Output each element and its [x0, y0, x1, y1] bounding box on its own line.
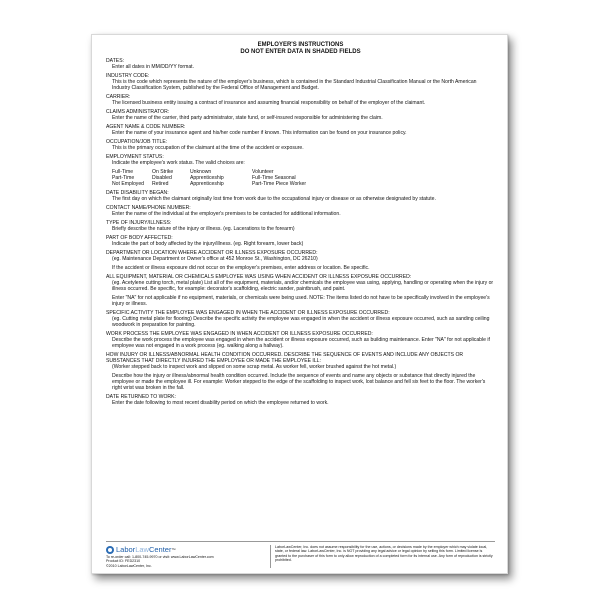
logo-word-labor: Labor: [116, 545, 136, 554]
section-heading: OCCUPATION/JOB TITLE:: [106, 139, 168, 145]
section-text: Enter the date following to most recent disability period on which the employee returned to work.: [112, 400, 329, 406]
section-text: The first day on which the claimant originally lost time from work due to the occupational injury or disease or as otherwise designated by statute.: [112, 196, 436, 202]
footer-left: [106, 545, 256, 568]
status-option: On Strike: [152, 169, 174, 175]
section-note: If the accident or illness exposure did not occur on the employer's premises, enter address or location. Be specific.: [112, 265, 370, 271]
section-heading: CLAIMS ADMINISTRATOR:: [106, 109, 170, 115]
section-heading: PART OF BODY AFFECTED:: [106, 235, 173, 241]
section-text: Indicate the part of body affected by the injury/illness. (eg. Right forearm, lower back): [112, 241, 304, 247]
instruction-section: [106, 124, 495, 136]
instruction-section: [106, 73, 495, 91]
section-text: (eg. Cutting metal plate for flooring) Describe the specific activity the employee was engaged in when the accident or illness exposure occurred, such as sanding ceiling woodwork in preparation for painting.: [112, 316, 490, 328]
reorder-line: To re-order call: 1-800-745-9970 or visit: www.LaborLawCenter.com: [106, 555, 214, 559]
status-option: Disabled: [152, 175, 172, 181]
instruction-section: [106, 190, 495, 202]
status-option: Apprenticeship: [190, 181, 224, 187]
instruction-section: [106, 310, 495, 328]
status-option: Part-Time Piece Worker: [252, 181, 307, 187]
section-text: Enter the name of the individual at the employer's premises to be contacted for additional information.: [112, 211, 341, 217]
logo-circle-icon: [106, 546, 114, 554]
section-text: This is the code which represents the nature of the employer's business, which is contained in the Standard Industrial Classification Manual or the North American Industry Classification System, published by the Federal Office of Management and Budget.: [112, 79, 477, 91]
section-heading: DATE RETURNED TO WORK:: [106, 394, 176, 400]
instruction-section: [106, 274, 495, 307]
section-heading: ALL EQUIPMENT, MATERIAL OR CHEMICALS EMPLOYEE WAS USING WHEN ACCIDENT OR ILLNESS EXPOSURE OCCURRED:: [106, 274, 412, 280]
section-heading: CONTACT NAME/PHONE NUMBER:: [106, 205, 191, 211]
section-text: Enter the name of your insurance agent and his/her code number if known. This information can be found on your insurance policy.: [112, 130, 407, 136]
section-heading: EMPLOYMENT STATUS:: [106, 154, 164, 160]
logo-word-law: Law: [135, 545, 149, 554]
instruction-section: [106, 139, 495, 151]
section-heading: INDUSTRY CODE:: [106, 73, 150, 79]
section-text: Describe the work process the employee was engaged in when the accident or illness exposure occurred, such as building maintenance. Enter "NA" for not applicable if employee was not engaged in a work process (eg. walking along a hallway).: [112, 337, 490, 349]
section-text: This is the primary occupation of the claimant at the time of the accident or exposure.: [112, 145, 304, 151]
section-note: Enter "NA" for not applicable if no equipment, materials, or chemicals were being used. NOTE: The items listed do not have to be specifically involved in the employee's injury or illness.: [112, 295, 490, 307]
status-option: Retired: [152, 181, 169, 187]
status-option: Apprenticeship: [190, 175, 224, 181]
laborlawcenter-logo: [106, 545, 256, 554]
section-heading: SPECIFIC ACTIVITY THE EMPLOYEE WAS ENGAGED IN WHEN THE ACCIDENT OR ILLNESS EXPOSURE OCCURRED:: [106, 310, 390, 316]
instructions-body: [106, 58, 495, 406]
status-option: Unknown: [190, 169, 212, 175]
instruction-section: [106, 394, 495, 406]
section-text: (eg. Maintenance Department or Owner's office at 452 Monroe St., Washington, DC 26210): [112, 256, 318, 262]
instruction-section: [106, 250, 495, 271]
section-heading: DATE DISABILITY BEGAN:: [106, 190, 169, 196]
logo-word-center: Center: [148, 545, 172, 554]
status-option: Full-Time Seasonal: [252, 175, 296, 181]
instruction-section: [106, 235, 495, 247]
section-heading: DATES:: [106, 58, 125, 64]
instruction-section: [106, 205, 495, 217]
document-subtitle: DO NOT ENTER DATA IN SHADED FIELDS: [240, 49, 361, 55]
section-text: The licensed business entity issuing a contract of insurance and assuming financial responsibility on behalf of the employer of the claimant.: [112, 100, 426, 106]
instruction-section: [106, 220, 495, 232]
logo-trademark: ™: [171, 547, 176, 552]
section-text: Indicate the employee's work status. The valid choices are:: [112, 160, 245, 166]
section-text: (eg. Acetylene cutting torch, metal plate) List all of the equipment, materials, and/or chemicals the employee was using, applying, handling or operating when the injury or illness occurred. Be specific, for example: decorator's scaffolding, electric sander, paintbrush, and paint.: [112, 280, 494, 292]
employment-status-options: [106, 169, 495, 187]
section-text: Enter all dates in MM/DD/YY format.: [112, 64, 194, 70]
section-note: Describe how the injury or illness/abnormal health condition occurred. Include the sequence of events and name any objects or substance that directly injured the employee or made the employee ill. For example: Worker stepped to the edge of the scaffolding to inspect work, lost balance and fell six feet to the floor. The worker's right wrist was broken in the fall.: [112, 373, 486, 391]
status-option: Part-Time: [112, 175, 135, 181]
status-option: Full-Time: [112, 169, 134, 175]
instruction-section: [106, 58, 495, 70]
status-option: Not Employed: [112, 181, 144, 187]
section-text: Briefly describe the nature of the injury or illness. (eg. Lacerations to the forearm): [112, 226, 295, 232]
instruction-section: [106, 94, 495, 106]
product-id: Product ID: FED2310: [106, 559, 141, 564]
section-heading: TYPE OF INJURY/ILLNESS:: [106, 220, 172, 226]
section-heading: HOW INJURY OR ILLNESS/ABNORMAL HEALTH CONDITION OCCURRED. DESCRIBE THE SEQUENCE OF EVENTS AND INCLUDE ANY OBJECTS OR SUBSTANCES THAT DIRECTLY INJURED THE EMPLOYEE OR MADE THE EMPLOYEE ILL:: [106, 352, 464, 364]
status-option: Volunteer: [252, 169, 274, 175]
form-sheet: [91, 34, 508, 574]
instruction-section: [106, 109, 495, 121]
instruction-section: [106, 352, 495, 391]
section-heading: AGENT NAME & CODE NUMBER:: [106, 124, 186, 130]
section-text: (Worker stepped back to inspect work and slipped on some scrap metal. As worker fell, worker brushed against the hot metal.): [112, 364, 397, 370]
footer: [106, 541, 495, 568]
disclaimer: LaborLawCenter, Inc. does not assume responsibility for the use, actions, or decisions made by the employer which may violate local, state, or federal law. LaborLawCenter, Inc. is NOT providing any legal advice or legal opinion by selling this form. Limited license is granted to the purchaser of this form to only allow reproduction of a completed form for its internal use. Any form of reproduction is strictly prohibited.: [270, 545, 495, 568]
section-text: Enter the name of the carrier, third party administrator, state fund, or self-insured responsible for administering the claim.: [112, 115, 383, 121]
section-heading: CARRIER:: [106, 94, 131, 100]
document-title: EMPLOYER'S INSTRUCTIONS: [257, 42, 344, 48]
instruction-section: [106, 331, 495, 349]
instruction-section: [106, 154, 495, 166]
section-heading: DEPARTMENT OR LOCATION WHERE ACCIDENT OR ILLNESS EXPOSURE OCCURRED:: [106, 250, 318, 256]
section-heading: WORK PROCESS THE EMPLOYEE WAS ENGAGED IN WHEN ACCIDENT OR ILLNESS EXPOSURE OCCURRED:: [106, 331, 373, 337]
copyright: ©2010 LaborLawCenter, Inc.: [106, 563, 152, 568]
